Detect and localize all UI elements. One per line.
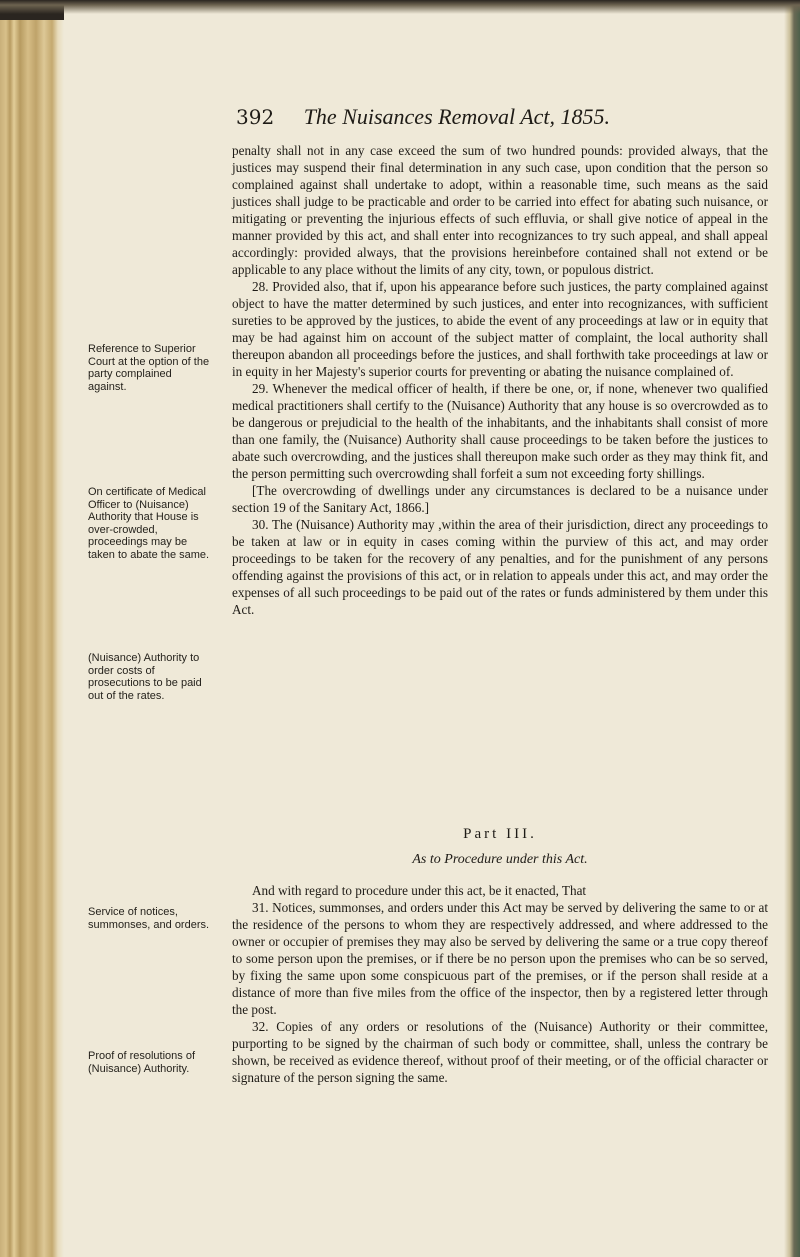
part-subheading: As to Procedure under this Act. xyxy=(412,852,588,867)
running-title: The Nuisances Removal Act, 1855. xyxy=(303,104,611,129)
margin-note-costs: (Nuisance) Authority to order costs of prosecutions to be paid out of the rates. xyxy=(88,652,202,702)
section-28: 28. Provided also, that if, upon his appearance before such justices, the party complained against object to have the matter determined by such justices, and enter into recognizances, with sufficient sureties to be approved by the justices, to abide the event of any proceedings at law or in equity that may be had against him on account of the subject matter of complaint, the local authority shall thereupon abandon all proceedings before the justices, and shall forthwith take proceedings at law or in equity in her Majesty's superior courts for preventing or abating the nuisance complained of. xyxy=(232,279,768,379)
body-lower xyxy=(232,882,768,1086)
paragraph-continuation: penalty shall not in any case exceed the sum of two hundred pounds: provided always, that the justices may suspend their final determination in any such case, upon condition that the person so complained against shall undertake to adopt, within a reasonable time, such means as the said justices shall judge to be practicable and order to be carried into effect for abating such nuisance, or mitigating or preventing the injurious effects of such effluvia, or shall give notice of appeal in the manner provided by this act, and shall enter into recognizances to try such appeal, and shall appeal accordingly: provided always, that the provisions hereinbefore contained shall not extend or be applicable to any place without the limits of any city, town, or populous district. xyxy=(232,143,768,277)
margin-note-proof: Proof of resolutions of (Nuisance) Authority. xyxy=(88,1050,196,1075)
margin-note-service: Service of notices, summonses, and orders. xyxy=(88,906,210,931)
margin-note-reference: Reference to Superior Court at the option of the party complained against. xyxy=(88,343,210,393)
section-32: 32. Copies of any orders or resolutions of the (Nuisance) Authority or their committee, purporting to be signed by the chairman of such body or committee, shall, unless the contrary be shown, be received as evidence thereof, without proof of their meeting, or of the official character or signature of the person signing the same. xyxy=(232,1019,768,1085)
part-intro: And with regard to procedure under this act, be it enacted, That xyxy=(252,883,587,898)
running-head xyxy=(236,104,706,130)
part-heading: Part III. xyxy=(463,826,537,842)
section-30: 30. The (Nuisance) Authority may ,within the area of their jurisdiction, direct any proceedings to be taken at law or in equity in cases coming within the purview of this act, and may order proceedings to be taken for the recovery of any penalties, and for the punishment of any persons offending against the provisions of this act, or in relation to appeals under this act, and may order the expenses of all such proceedings to be paid out of the rates or funds administered by them under this Act. xyxy=(232,517,768,617)
body-upper xyxy=(232,142,768,618)
page-number: 392 xyxy=(236,105,275,129)
margin-note-certificate: On certificate of Medical Officer to (Nuisance) Authority that House is over-crowded, proceedings may be taken to abate the same. xyxy=(88,486,210,561)
section-29-note: [The overcrowding of dwellings under any circumstances is declared to be a nuisance under section 19 of the Sanitary Act, 1866.] xyxy=(232,483,768,515)
section-29: 29. Whenever the medical officer of health, if there be one, or, if none, whenever two qualified medical practitioners shall certify to the (Nuisance) Authority that any house is so overcrowded as to be dangerous or prejudicial to the health of the inhabitants, and the inhabitants shall consist of more than one family, the (Nuisance) Authority shall cause proceedings to be taken before the justices to abate such overcrowding, and the justices shall thereupon make such order as they may think fit, and the person permitting such overcrowding shall forfeit a sum not exceeding forty shillings. xyxy=(232,381,768,481)
section-31: 31. Notices, summonses, and orders under this Act may be served by delivering the same to or at the residence of the persons to whom they are respectively addressed, and where addressed to the owner or occupier of premises they may also be served by delivering the same or a true copy thereof to some person upon the premises, or if there be no person upon the premises who can be so served, by fixing the same upon some conspicuous part of the premises, or if the person shall reside at a distance of more than five miles from the office of the inspector, then by a registered letter through the post. xyxy=(232,900,768,1017)
